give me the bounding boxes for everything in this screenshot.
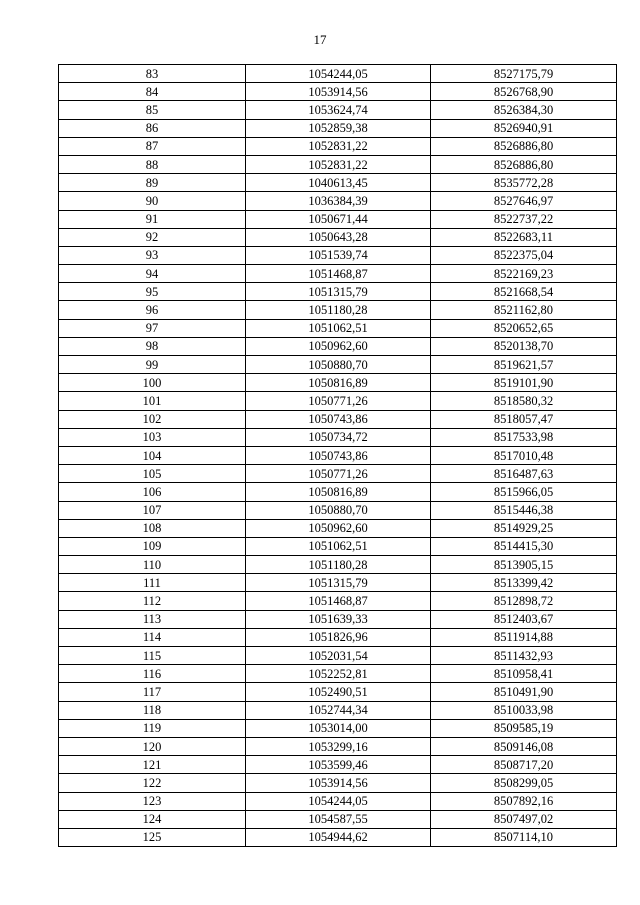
- point-number-cell: 91: [59, 210, 246, 228]
- page-number: 17: [313, 32, 327, 47]
- y-coordinate-cell: 8518057,47: [431, 410, 617, 428]
- y-coordinate-cell: 8517533,98: [431, 428, 617, 446]
- point-number-cell: 101: [59, 392, 246, 410]
- table-row: [59, 192, 617, 210]
- y-coordinate-cell: 8507497,02: [431, 810, 617, 828]
- table-row: [59, 628, 617, 646]
- table-row: [59, 119, 617, 137]
- coordinates-table-body: [59, 65, 617, 847]
- table-row: [59, 737, 617, 755]
- y-coordinate-cell: 8521668,54: [431, 283, 617, 301]
- point-number-cell: 88: [59, 155, 246, 173]
- point-number-cell: 115: [59, 647, 246, 665]
- point-number-cell: 90: [59, 192, 246, 210]
- x-coordinate-cell: 1054587,55: [246, 810, 431, 828]
- y-coordinate-cell: 8515446,38: [431, 501, 617, 519]
- point-number-cell: 125: [59, 828, 246, 846]
- y-coordinate-cell: 8522375,04: [431, 246, 617, 264]
- x-coordinate-cell: 1051639,33: [246, 610, 431, 628]
- table-row: [59, 246, 617, 264]
- x-coordinate-cell: 1050816,89: [246, 374, 431, 392]
- point-number-cell: 85: [59, 101, 246, 119]
- y-coordinate-cell: 8512898,72: [431, 592, 617, 610]
- point-number-cell: 95: [59, 283, 246, 301]
- x-coordinate-cell: 1053624,74: [246, 101, 431, 119]
- x-coordinate-cell: 1051826,96: [246, 628, 431, 646]
- x-coordinate-cell: 1051468,87: [246, 265, 431, 283]
- point-number-cell: 108: [59, 519, 246, 537]
- x-coordinate-cell: 1053914,56: [246, 83, 431, 101]
- table-row: [59, 537, 617, 555]
- point-number-cell: 99: [59, 356, 246, 374]
- table-row: [59, 65, 617, 83]
- point-number-cell: 109: [59, 537, 246, 555]
- y-coordinate-cell: 8519101,90: [431, 374, 617, 392]
- x-coordinate-cell: 1052831,22: [246, 137, 431, 155]
- y-coordinate-cell: 8526886,80: [431, 137, 617, 155]
- table-row: [59, 828, 617, 846]
- table-row: [59, 519, 617, 537]
- x-coordinate-cell: 1052744,34: [246, 701, 431, 719]
- y-coordinate-cell: 8518580,32: [431, 392, 617, 410]
- table-row: [59, 810, 617, 828]
- point-number-cell: 105: [59, 465, 246, 483]
- table-row: [59, 465, 617, 483]
- point-number-cell: 123: [59, 792, 246, 810]
- x-coordinate-cell: 1050671,44: [246, 210, 431, 228]
- point-number-cell: 116: [59, 665, 246, 683]
- x-coordinate-cell: 1040613,45: [246, 174, 431, 192]
- point-number-cell: 104: [59, 446, 246, 464]
- table-row: [59, 483, 617, 501]
- table-row: [59, 319, 617, 337]
- table-row: [59, 701, 617, 719]
- y-coordinate-cell: 8513399,42: [431, 574, 617, 592]
- table-row: [59, 301, 617, 319]
- table-row: [59, 647, 617, 665]
- x-coordinate-cell: 1051315,79: [246, 574, 431, 592]
- x-coordinate-cell: 1052859,38: [246, 119, 431, 137]
- table-row: [59, 792, 617, 810]
- table-row: [59, 719, 617, 737]
- y-coordinate-cell: 8516487,63: [431, 465, 617, 483]
- y-coordinate-cell: 8527646,97: [431, 192, 617, 210]
- point-number-cell: 117: [59, 683, 246, 701]
- point-number-cell: 97: [59, 319, 246, 337]
- y-coordinate-cell: 8520138,70: [431, 337, 617, 355]
- x-coordinate-cell: 1052252,81: [246, 665, 431, 683]
- y-coordinate-cell: 8526886,80: [431, 155, 617, 173]
- point-number-cell: 103: [59, 428, 246, 446]
- x-coordinate-cell: 1050771,26: [246, 465, 431, 483]
- table-row: [59, 265, 617, 283]
- y-coordinate-cell: 8527175,79: [431, 65, 617, 83]
- x-coordinate-cell: 1052031,54: [246, 647, 431, 665]
- y-coordinate-cell: 8507114,10: [431, 828, 617, 846]
- y-coordinate-cell: 8522169,23: [431, 265, 617, 283]
- table-row: [59, 501, 617, 519]
- y-coordinate-cell: 8510491,90: [431, 683, 617, 701]
- y-coordinate-cell: 8517010,48: [431, 446, 617, 464]
- y-coordinate-cell: 8514415,30: [431, 537, 617, 555]
- x-coordinate-cell: 1050743,86: [246, 446, 431, 464]
- table-row: [59, 610, 617, 628]
- table-row: [59, 101, 617, 119]
- x-coordinate-cell: 1053299,16: [246, 737, 431, 755]
- table-row: [59, 337, 617, 355]
- x-coordinate-cell: 1050771,26: [246, 392, 431, 410]
- point-number-cell: 102: [59, 410, 246, 428]
- y-coordinate-cell: 8513905,15: [431, 556, 617, 574]
- y-coordinate-cell: 8526768,90: [431, 83, 617, 101]
- x-coordinate-cell: 1051180,28: [246, 556, 431, 574]
- x-coordinate-cell: 1050880,70: [246, 501, 431, 519]
- y-coordinate-cell: 8511432,93: [431, 647, 617, 665]
- point-number-cell: 83: [59, 65, 246, 83]
- y-coordinate-cell: 8522737,22: [431, 210, 617, 228]
- table-row: [59, 283, 617, 301]
- x-coordinate-cell: 1050816,89: [246, 483, 431, 501]
- table-row: [59, 556, 617, 574]
- point-number-cell: 122: [59, 774, 246, 792]
- table-row: [59, 137, 617, 155]
- y-coordinate-cell: 8520652,65: [431, 319, 617, 337]
- point-number-cell: 114: [59, 628, 246, 646]
- x-coordinate-cell: 1051180,28: [246, 301, 431, 319]
- point-number-cell: 121: [59, 756, 246, 774]
- point-number-cell: 100: [59, 374, 246, 392]
- y-coordinate-cell: 8508717,20: [431, 756, 617, 774]
- point-number-cell: 118: [59, 701, 246, 719]
- table-row: [59, 155, 617, 173]
- y-coordinate-cell: 8511914,88: [431, 628, 617, 646]
- x-coordinate-cell: 1051539,74: [246, 246, 431, 264]
- x-coordinate-cell: 1051315,79: [246, 283, 431, 301]
- table-row: [59, 756, 617, 774]
- y-coordinate-cell: 8507892,16: [431, 792, 617, 810]
- point-number-cell: 89: [59, 174, 246, 192]
- point-number-cell: 87: [59, 137, 246, 155]
- table-row: [59, 228, 617, 246]
- point-number-cell: 86: [59, 119, 246, 137]
- table-row: [59, 592, 617, 610]
- x-coordinate-cell: 1051468,87: [246, 592, 431, 610]
- y-coordinate-cell: 8522683,11: [431, 228, 617, 246]
- table-row: [59, 374, 617, 392]
- x-coordinate-cell: 1050734,72: [246, 428, 431, 446]
- x-coordinate-cell: 1053914,56: [246, 774, 431, 792]
- point-number-cell: 84: [59, 83, 246, 101]
- x-coordinate-cell: 1054244,05: [246, 65, 431, 83]
- table-row: [59, 574, 617, 592]
- x-coordinate-cell: 1052831,22: [246, 155, 431, 173]
- table-row: [59, 774, 617, 792]
- point-number-cell: 98: [59, 337, 246, 355]
- y-coordinate-cell: 8535772,28: [431, 174, 617, 192]
- point-number-cell: 96: [59, 301, 246, 319]
- point-number-cell: 107: [59, 501, 246, 519]
- y-coordinate-cell: 8512403,67: [431, 610, 617, 628]
- x-coordinate-cell: 1050643,28: [246, 228, 431, 246]
- x-coordinate-cell: 1050743,86: [246, 410, 431, 428]
- x-coordinate-cell: 1050962,60: [246, 337, 431, 355]
- x-coordinate-cell: 1054244,05: [246, 792, 431, 810]
- y-coordinate-cell: 8521162,80: [431, 301, 617, 319]
- table-row: [59, 210, 617, 228]
- point-number-cell: 106: [59, 483, 246, 501]
- x-coordinate-cell: 1053599,46: [246, 756, 431, 774]
- point-number-cell: 94: [59, 265, 246, 283]
- point-number-cell: 124: [59, 810, 246, 828]
- y-coordinate-cell: 8509146,08: [431, 737, 617, 755]
- coordinates-table: [58, 64, 617, 847]
- y-coordinate-cell: 8508299,05: [431, 774, 617, 792]
- table-row: [59, 665, 617, 683]
- point-number-cell: 111: [59, 574, 246, 592]
- x-coordinate-cell: 1050962,60: [246, 519, 431, 537]
- x-coordinate-cell: 1051062,51: [246, 319, 431, 337]
- x-coordinate-cell: 1052490,51: [246, 683, 431, 701]
- table-row: [59, 446, 617, 464]
- x-coordinate-cell: 1036384,39: [246, 192, 431, 210]
- y-coordinate-cell: 8514929,25: [431, 519, 617, 537]
- x-coordinate-cell: 1050880,70: [246, 356, 431, 374]
- point-number-cell: 119: [59, 719, 246, 737]
- point-number-cell: 113: [59, 610, 246, 628]
- point-number-cell: 92: [59, 228, 246, 246]
- table-row: [59, 428, 617, 446]
- y-coordinate-cell: 8526940,91: [431, 119, 617, 137]
- x-coordinate-cell: 1051062,51: [246, 537, 431, 555]
- table-row: [59, 174, 617, 192]
- table-row: [59, 392, 617, 410]
- table-row: [59, 410, 617, 428]
- table-row: [59, 356, 617, 374]
- y-coordinate-cell: 8526384,30: [431, 101, 617, 119]
- x-coordinate-cell: 1053014,00: [246, 719, 431, 737]
- x-coordinate-cell: 1054944,62: [246, 828, 431, 846]
- point-number-cell: 93: [59, 246, 246, 264]
- point-number-cell: 110: [59, 556, 246, 574]
- y-coordinate-cell: 8519621,57: [431, 356, 617, 374]
- y-coordinate-cell: 8515966,05: [431, 483, 617, 501]
- table-row: [59, 683, 617, 701]
- point-number-cell: 112: [59, 592, 246, 610]
- table-row: [59, 83, 617, 101]
- y-coordinate-cell: 8510958,41: [431, 665, 617, 683]
- y-coordinate-cell: 8510033,98: [431, 701, 617, 719]
- point-number-cell: 120: [59, 737, 246, 755]
- y-coordinate-cell: 8509585,19: [431, 719, 617, 737]
